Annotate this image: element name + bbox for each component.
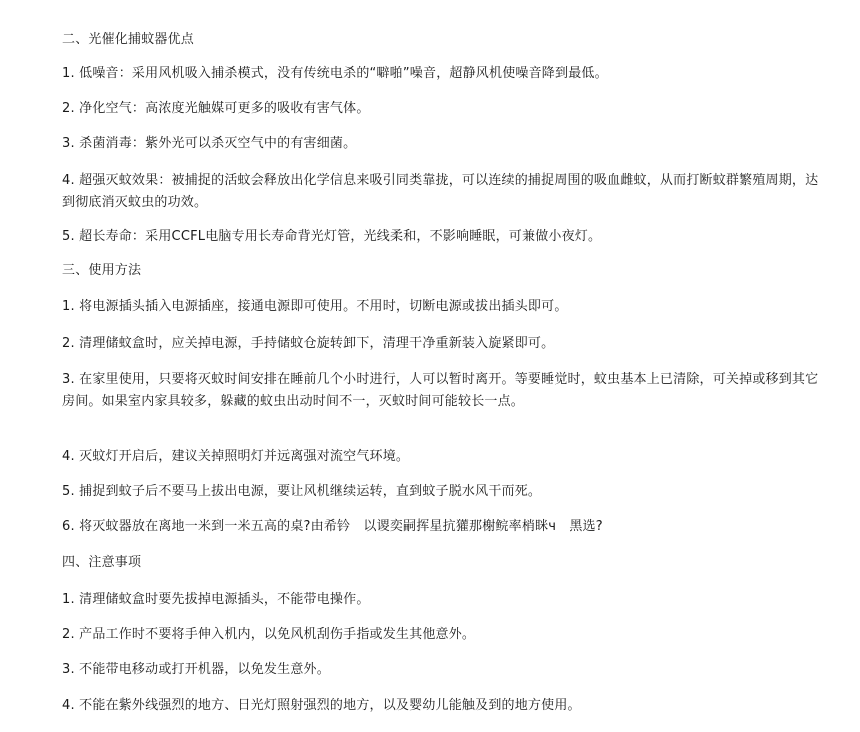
- usage-item-5: 5. 捕捉到蚊子后不要马上拔出电源，要让风机继续运转，直到蚊子脱水风干而死。: [62, 484, 542, 499]
- advantage-item-4: 4. 超强灭蚊效果：被捕捉的活蚊会释放出化学信息来吸引同类靠拢，可以连续的捕捉周围的吸血雌蚊，从而打断蚊群繁殖周期，达到彻底消灭蚊虫的功效。: [62, 173, 819, 210]
- note-item-3: 3. 不能带电移动或打开机器，以免发生意外。: [62, 662, 330, 677]
- note-item-2: 2. 产品工作时不要将手伸入机内，以免风机刮伤手指或发生其他意外。: [62, 627, 476, 642]
- advantage-item-1: 1. 低噪音：采用风机吸入捕杀模式，没有传统电杀的“噼啪”噪音，超静风机使噪音降到最低。: [62, 66, 608, 81]
- usage-item-2: 2. 清理储蚊盒时，应关掉电源，手持储蚊仓旋转卸下，清理干净重新装入旋紧即可。: [62, 336, 555, 351]
- note-item-4: 4. 不能在紫外线强烈的地方、日光灯照射强烈的地方，以及婴幼儿能触及到的地方使用。: [62, 698, 581, 713]
- section-heading-notes: 四、注意事项: [62, 555, 142, 570]
- usage-item-3: 3. 在家里使用，只要将灭蚊时间安排在睡前几个小时进行，人可以暂时离开。等要睡觉时，蚊虫基本上已清除，可关掉或移到其它房间。如果室内家具较多，躲藏的蚊虫出动时间不一，灭蚊时间可能较长一点。: [62, 372, 819, 409]
- advantage-item-2: 2. 净化空气：高浓度光触媒可更多的吸收有害气体。: [62, 101, 370, 116]
- note-item-1: 1. 清理储蚊盒时要先拔掉电源插头，不能带电操作。: [62, 592, 370, 607]
- advantage-item-5: 5. 超长寿命：采用CCFL电脑专用长寿命背光灯管，光线柔和，不影响睡眠，可兼做小夜灯。: [62, 229, 602, 244]
- usage-item-6: 6. 将灭蚊器放在离地一米到一米五高的桌?由希钤 以谡奕嗣挥星抗獾那榭鲩率梢眯ч 黑选?: [62, 519, 603, 534]
- section-heading-usage: 三、使用方法: [62, 263, 142, 278]
- advantage-item-3: 3. 杀菌消毒：紫外光可以杀灭空气中的有害细菌。: [62, 136, 357, 151]
- usage-item-1: 1. 将电源插头插入电源插座，接通电源即可使用。不用时，切断电源或拔出插头即可。: [62, 299, 568, 314]
- usage-item-4: 4. 灭蚊灯开启后，建议关掉照明灯并远离强对流空气环境。: [62, 449, 410, 464]
- section-heading-advantages: 二、光催化捕蚊器优点: [62, 32, 195, 47]
